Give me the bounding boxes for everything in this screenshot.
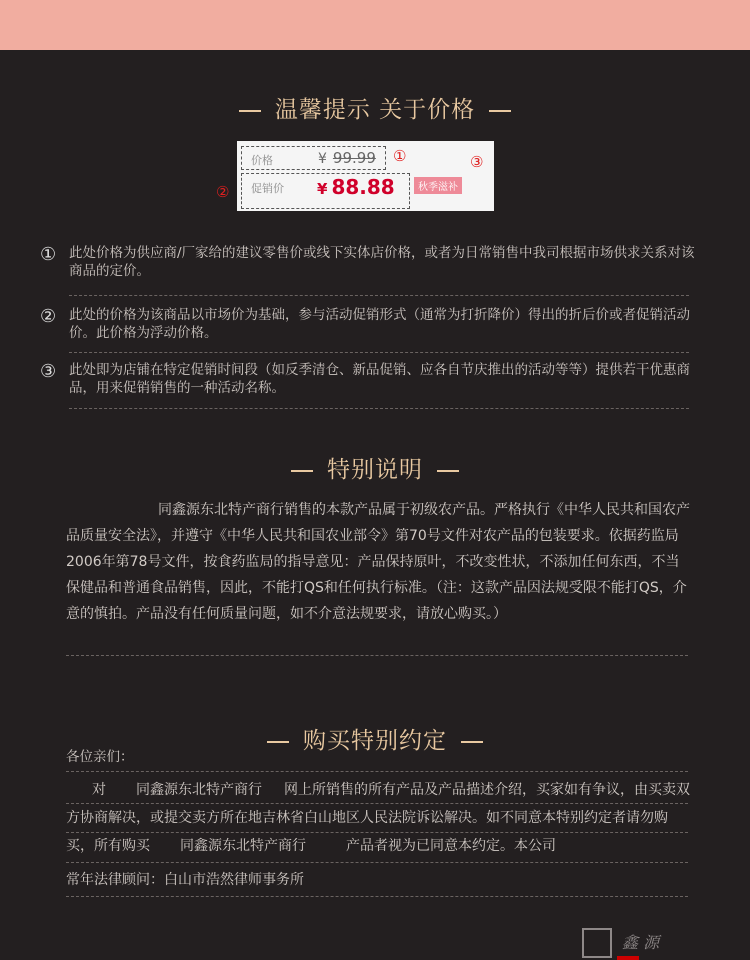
signature-mark: 鑫 源 (622, 933, 660, 952)
agreement-text: 对 同鑫源东北特产商行 网上所销售的所有产品及产品描述介绍，买家如有争议，由买卖双方协商解决，或提交卖方所在地吉林省白山地区人民法院诉讼解决。如不同意本特别约定者请勿购买，所有购买 同鑫源东北特产商行 产品者视为已同意本约定。本公司 (66, 782, 690, 854)
marker-2: ② (216, 183, 230, 201)
promo-tag: 秋季滋补 (414, 177, 462, 194)
marker-1: ① (393, 147, 407, 165)
greeting: 各位亲们： (66, 749, 134, 765)
marker-3: ③ (470, 153, 484, 171)
note-1: ① 此处价格为供应商/厂家给的建议零售价或线下实体店价格，或者为日常销售中我司根据市场供求关系对该商品的定价。 (40, 244, 695, 279)
legal-counsel: 常年法律顾问：白山市浩然律师事务所 (66, 872, 304, 888)
special-notes-text: 同鑫源东北特产商行销售的本款产品属于初级农产品。严格执行《中华人民共和国农产品质量安全法》，并遵守《中华人民共和国农业部令》第70号文件对农产品的包装要求。依据药监局2006年第78号文件，按食药监局的指导意见：产品保持原叶，不改变性状，不添加任何东西，不当保健品和普通食品销售，因此，不能打QS和任何执行标准。（注：这款产品因法规受限不能打QS，介意的慎拍。产品没有任何质量问题，如不介意法规要求，请放心购买。） (66, 502, 690, 622)
seal-red-mark (617, 956, 639, 960)
original-price: ¥ 99.99 (318, 149, 376, 167)
section-title-special-notes: 特别说明 (0, 451, 750, 484)
note-2: ② 此处的价格为该商品以市场价为基础，参与活动促销形式（通常为打折降价）得出的折后价或者促销活动价。此价格为浮动价格。 (40, 306, 690, 341)
promo-price: ¥ 88.88 (317, 175, 395, 199)
section-title-purchase-agreement: 购买特别约定 (0, 722, 750, 755)
seal-stamp (582, 928, 612, 958)
top-color-band (0, 0, 750, 50)
promo-price-label: 促销价 (251, 182, 284, 195)
original-price-label: 价格 (251, 154, 273, 167)
section-title-price-tips: 温馨提示 关于价格 (0, 91, 750, 124)
note-3: ③ 此处即为店铺在特定促销时间段（如反季清仓、新品促销、应各自节庆推出的活动等等）提供若干优惠商品，用来促销销售的一种活动名称。 (40, 361, 690, 396)
price-example-image (237, 141, 494, 211)
